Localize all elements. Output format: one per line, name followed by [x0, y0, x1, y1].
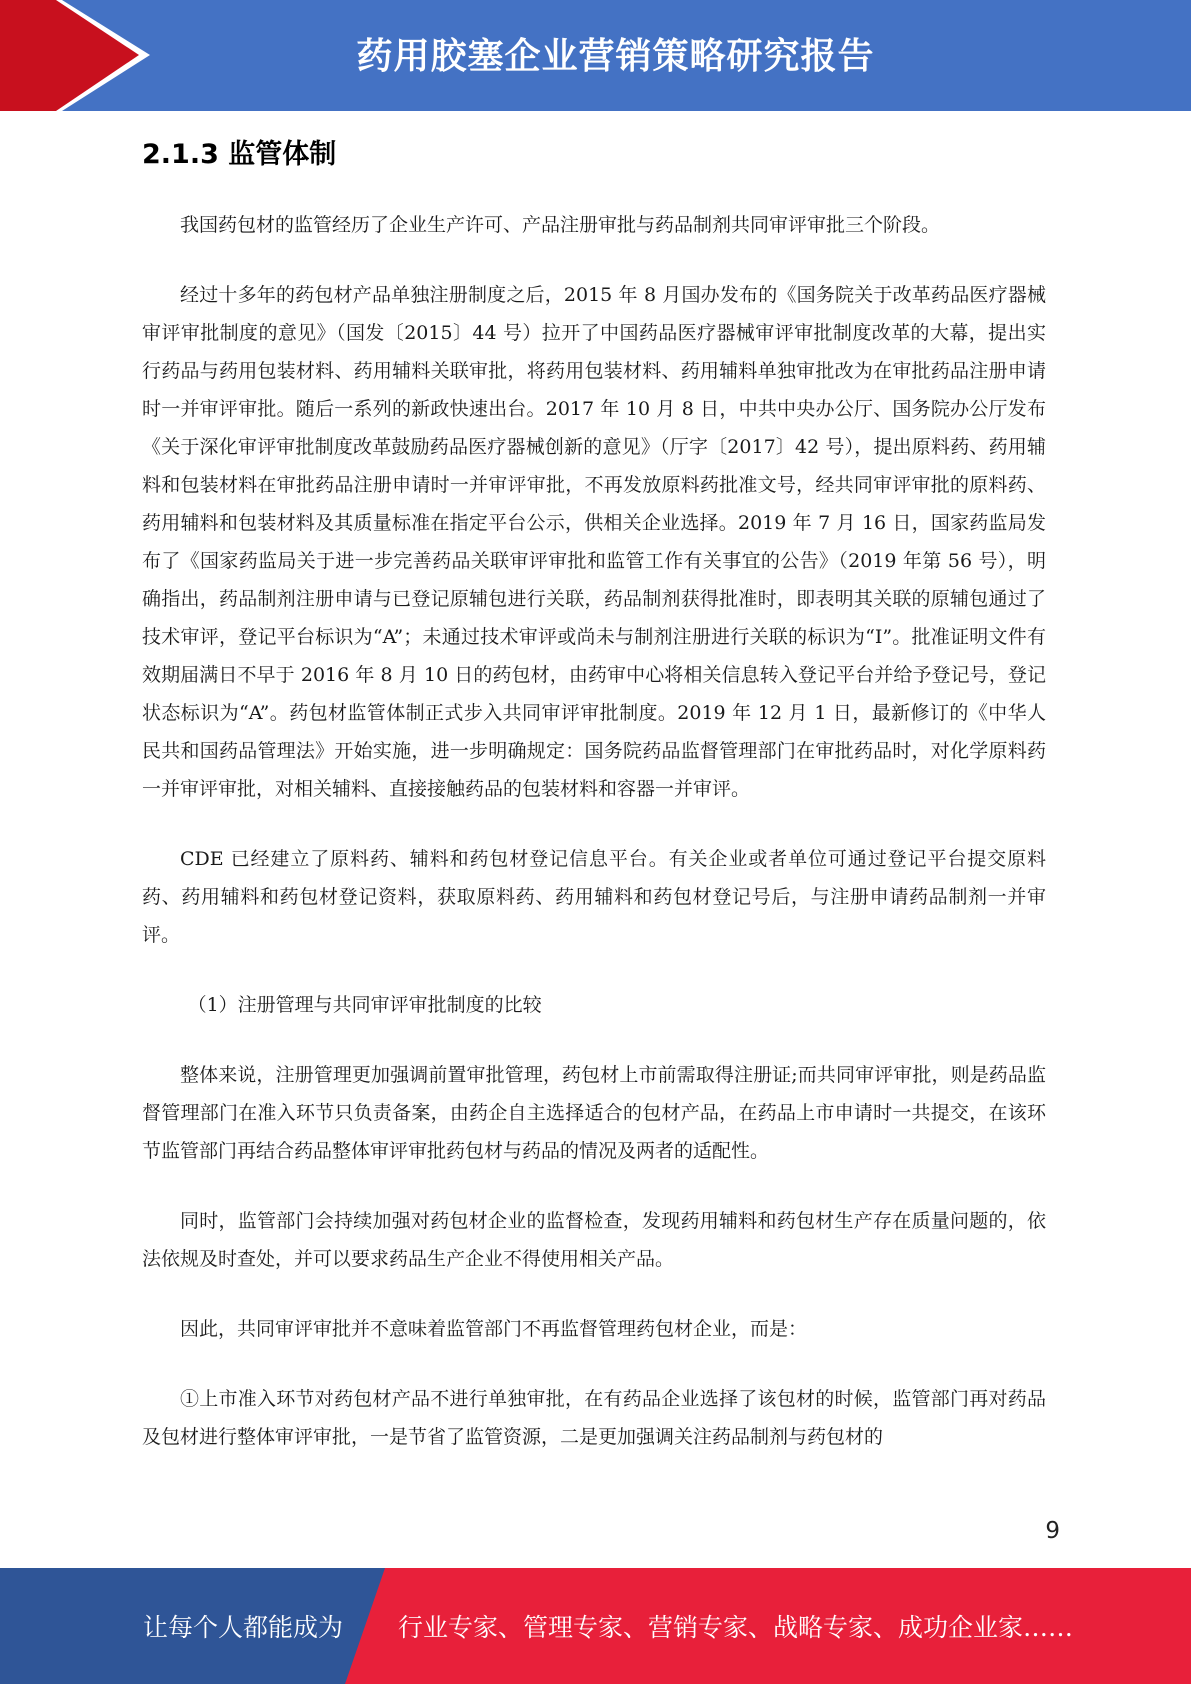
page-footer [0, 1568, 1191, 1684]
paragraph-cde-platform: CDE 已经建立了原料药、辅料和药包材登记信息平台。有关企业或者单位可通过登记平台提交原料药、药用辅料和药包材登记资料，获取原料药、药用辅料和药包材登记号后，与注册申请药品制剂一并审评。 [142, 848, 1046, 946]
section-heading: 2.1.3 监管体制 [142, 139, 337, 170]
page-header [0, 0, 1191, 111]
footer-slogan-left: 让每个人都能成为 [143, 1613, 344, 1642]
paragraph-therefore: 因此，共同审评审批并不意味着监管部门不再监督管理药包材企业，而是： [180, 1318, 808, 1340]
footer-slogan-right: 行业专家、管理专家、营销专家、战略专家、成功企业家…… [398, 1613, 1074, 1642]
paragraph-supervision: 同时，监管部门会持续加强对药包材企业的监督检查，发现药用辅料和药包材生产存在质量问题的，依法依规及时查处，并可以要求药品生产企业不得使用相关产品。 [142, 1210, 1046, 1270]
subheading-comparison: （1）注册管理与共同审评审批制度的比较 [187, 994, 542, 1016]
paragraph-intro: 我国药包材的监管经历了企业生产许可、产品注册审批与药品制剂共同审评审批三个阶段。 [180, 214, 941, 236]
page-number: 9 [1045, 1518, 1060, 1544]
report-title: 药用胶塞企业营销策略研究报告 [356, 36, 875, 77]
body-content [142, 206, 1046, 1488]
paragraph-overall: 整体来说，注册管理更加强调前置审批管理，药包材上市前需取得注册证;而共同审评审批，则是药品监督管理部门在准入环节只负责备案，由药企自主选择适合的包材产品，在药品上市申请时一共提交，在该环节监管部门再结合药品整体审评审批药包材与药品的情况及两者的适配性。 [142, 1064, 1046, 1162]
paragraph-point-one: ①上市准入环节对药包材产品不进行单独审批，在有药品企业选择了该包材的时候，监管部门再对药品及包材进行整体审评审批，一是节省了监管资源，二是更加强调关注药品制剂与药包材的 [142, 1388, 1046, 1448]
paragraph-history: 经过十多年的药包材产品单独注册制度之后，2015 年 8 月国办发布的《国务院关于改革药品医疗器械审评审批制度的意见》（国发〔2015〕44 号）拉开了中国药品医疗器械审评审批制度改革的大幕，提出实行药品与药用包装材料、药用辅料关联审批，将药用包装材料、药用辅料单独审批改为在审批药品注册申请时一并审评审批。随后一系列的新政快速出台。2017 年 10 月 8 日，中共中央办公厅、国务院办公厅发布《关于深化审评审批制度改革鼓励药品医疗器械创新的意见》（厅字〔2017〕42 号），提出原料药、药用辅料和包装材料在审批药品注册申请时一并审评审批，不再发放原料药批准文号，经共同审评审批的原料药、药用辅料和包装材料及其质量标准在指定平台公示，供相关企业选择。2019 年 7 月 16 日，国家药监局发布了《国家药监局关于进一步完善药品关联审评审批和监管工作有关事宜的公告》（2019 年第 56 号），明确指出，药品制剂注册申请与已登记原辅包进行关联，药品制剂获得批准时，即表明其关联的原辅包通过了技术审评，登记平台标识为“A”；未通过技术审评或尚未与制剂注册进行关联的标识为“I”。批准证明文件有效期届满日不早于 2016 年 8 月 10 日的药包材，由药审中心将相关信息转入登记平台并给予登记号，登记状态标识为“A”。药包材监管体制正式步入共同审评审批制度。2019 年 12 月 1 日，最新修订的《中华人民共和国药品管理法》开始实施，进一步明确规定：国务院药品监督管理部门在审批药品时，对化学原料药一并审评审批，对相关辅料、直接接触药品的包装材料和容器一并审评。 [142, 284, 1046, 800]
